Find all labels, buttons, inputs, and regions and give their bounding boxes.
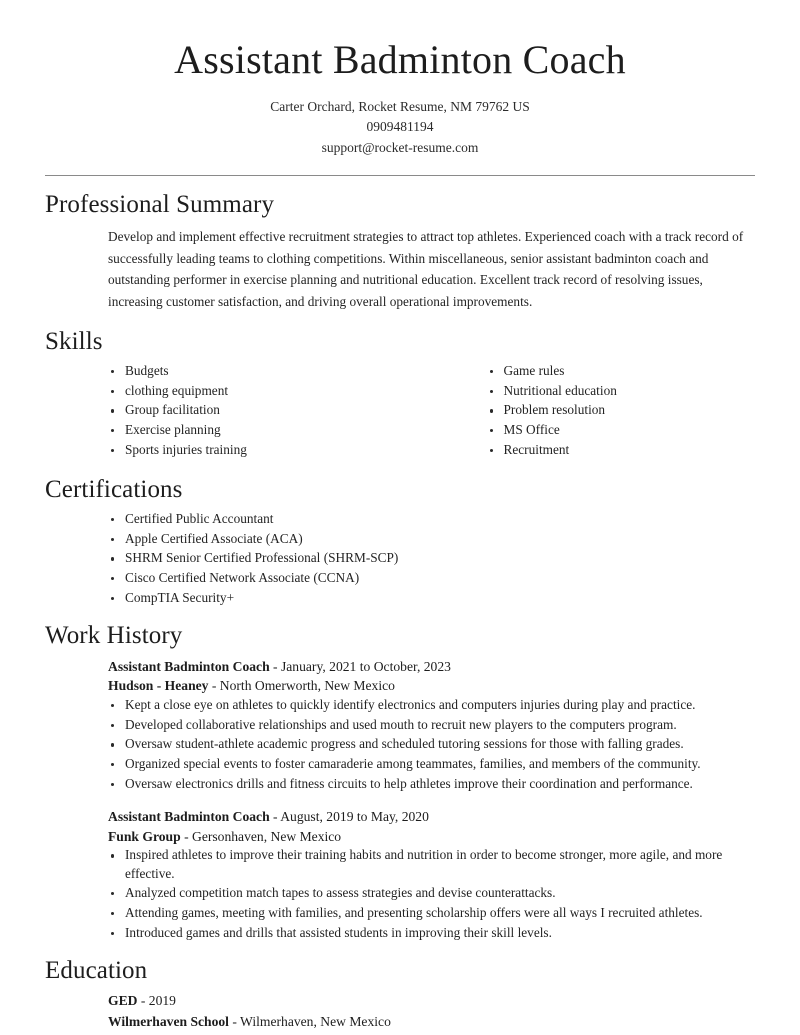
list-item: Organized special events to foster camaraderie among teammates, families, and members of the community. xyxy=(108,755,755,773)
contact-phone: 0909481194 xyxy=(366,119,434,135)
education-entry xyxy=(108,991,755,1032)
skills-list-right xyxy=(487,362,756,459)
job-title: Assistant Badminton Coach xyxy=(108,808,270,824)
work-history-body xyxy=(45,657,755,942)
work-history-entry xyxy=(108,807,755,942)
education-school-line xyxy=(108,1012,755,1032)
list-item: Cisco Certified Network Associate (CCNA) xyxy=(108,569,755,587)
list-item: Inspired athletes to improve their training habits and nutrition in order to become stronger, more agile, and more effective. xyxy=(108,846,755,882)
section-heading-skills: Skills xyxy=(45,327,103,355)
list-item: CompTIA Security+ xyxy=(108,589,755,607)
list-item: Analyzed competition match tapes to assess strategies and devise counterattacks. xyxy=(108,884,755,902)
job-company-line xyxy=(108,676,755,696)
education-degree: GED xyxy=(108,993,138,1009)
job-bullets-list xyxy=(108,846,755,942)
job-dates: - August, 2019 to May, 2020 xyxy=(269,808,429,824)
certifications-list xyxy=(108,510,755,607)
job-location: - Gersonhaven, New Mexico xyxy=(180,828,342,844)
list-item: SHRM Senior Certified Professional (SHRM-SCP) xyxy=(108,549,755,567)
job-title-line xyxy=(108,657,755,677)
section-heading-education: Education xyxy=(45,956,148,984)
job-bullets-list xyxy=(108,696,755,793)
list-item: Kept a close eye on athletes to quickly identify electronics and computers injuries during play and practice. xyxy=(108,696,755,714)
job-location: - North Omerworth, New Mexico xyxy=(208,678,395,694)
list-item: Oversaw student-athlete academic progress and scheduled tutoring sessions for those with falling grades. xyxy=(108,735,755,753)
summary-text: Develop and implement effective recruitment strategies to attract top athletes. Experienced coach with a track record of successfully leading teams to clothing competitions. Within miscellaneous, senior assistant badminton coach and outstanding performer in exercise planning and nutritional education. Excellent track record of resolving issues, increasing customer satisfaction, and driving overall operational improvements. xyxy=(108,228,744,309)
list-item: Sports injuries training xyxy=(108,441,432,459)
list-item: Apple Certified Associate (ACA) xyxy=(108,530,755,548)
list-item: MS Office xyxy=(487,421,756,439)
contact-info xyxy=(45,97,755,159)
education-degree-line xyxy=(108,991,755,1011)
header-divider xyxy=(45,175,755,176)
section-certifications xyxy=(45,475,755,608)
job-company: Hudson - Heaney xyxy=(108,678,209,694)
list-item: Problem resolution xyxy=(487,401,756,419)
work-history-entry xyxy=(108,657,755,793)
education-year: - 2019 xyxy=(137,993,176,1009)
list-item: Attending games, meeting with families, and presenting scholarship offers were all ways I recruited athletes. xyxy=(108,904,755,922)
skills-body xyxy=(45,362,755,461)
section-professional-summary xyxy=(45,190,755,312)
summary-body xyxy=(45,226,755,313)
list-item: Recruitment xyxy=(487,441,756,459)
section-education xyxy=(45,956,755,1032)
job-dates: - January, 2021 to October, 2023 xyxy=(269,658,451,674)
list-item: Certified Public Accountant xyxy=(108,510,755,528)
list-item: Nutritional education xyxy=(487,382,756,400)
job-title-line xyxy=(108,807,755,827)
resume-header xyxy=(45,38,755,176)
skills-list-left xyxy=(108,362,432,459)
list-item: clothing equipment xyxy=(108,382,432,400)
job-title: Assistant Badminton Coach xyxy=(108,658,270,674)
section-heading-work-history: Work History xyxy=(45,622,183,650)
section-heading-certifications: Certifications xyxy=(45,475,183,503)
list-item: Developed collaborative relationships and used mouth to recruit new players to the computers program. xyxy=(108,716,755,734)
job-company-line xyxy=(108,827,755,847)
page-title: Assistant Badminton Coach xyxy=(174,37,626,82)
section-work-history xyxy=(45,621,755,942)
education-school: Wilmerhaven School xyxy=(108,1013,229,1029)
skills-column-left xyxy=(108,362,432,461)
list-item: Oversaw electronics drills and fitness circuits to help athletes improve their coordination and performance. xyxy=(108,775,755,793)
education-body xyxy=(45,991,755,1032)
contact-address: Carter Orchard, Rocket Resume, NM 79762 US xyxy=(270,98,530,114)
education-location: - Wilmerhaven, New Mexico xyxy=(228,1013,391,1029)
section-skills xyxy=(45,327,755,461)
list-item: Group facilitation xyxy=(108,401,432,419)
job-company: Funk Group xyxy=(108,828,181,844)
list-item: Game rules xyxy=(487,362,756,380)
section-heading-summary: Professional Summary xyxy=(45,191,275,219)
list-item: Exercise planning xyxy=(108,421,432,439)
list-item: Introduced games and drills that assisted students in improving their skill levels. xyxy=(108,924,755,942)
contact-email: support@rocket-resume.com xyxy=(321,139,479,155)
skills-columns xyxy=(108,362,755,461)
certifications-body xyxy=(45,510,755,607)
list-item: Budgets xyxy=(108,362,432,380)
skills-column-right xyxy=(432,362,756,461)
